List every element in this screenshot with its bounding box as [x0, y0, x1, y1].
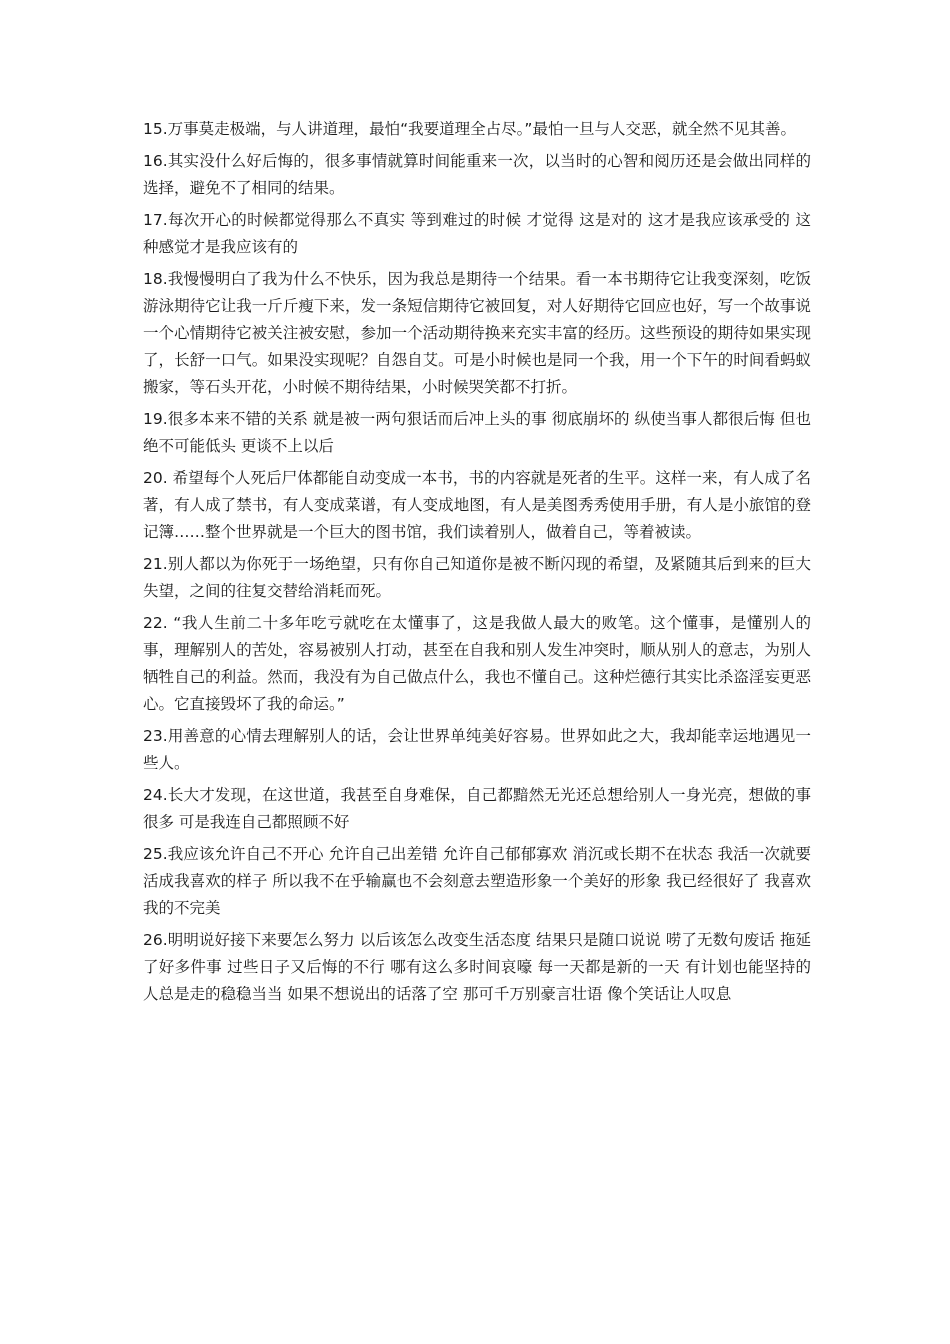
document-body [143, 116, 811, 1013]
paragraph-21: 21.别人都以为你死于一场绝望，只有你自己知道你是被不断闪现的希望，及紧随其后到来的巨大失望，之间的往复交替给消耗而死。 [143, 555, 811, 600]
paragraph-17: 17.每次开心的时候都觉得那么不真实 等到难过的时候 才觉得 这是对的 这才是我应该承受的 这种感觉才是我应该有的 [143, 211, 811, 256]
paragraph-15: 15.万事莫走极端，与人讲道理，最怕“我要道理全占尽。”最怕一旦与人交恶，就全然不见其善。 [143, 120, 796, 138]
paragraph-19: 19.很多本来不错的关系 就是被一两句狠话而后冲上头的事 彻底崩坏的 纵使当事人都很后悔 但也绝不可能低头 更谈不上以后 [143, 410, 811, 455]
paragraph-20: 20. 希望每个人死后尸体都能自动变成一本书，书的内容就是死者的生平。这样一来，有人成了名著，有人成了禁书，有人变成菜谱，有人变成地图，有人是美图秀秀使用手册，有人是小旅馆的登记簿……整个世界就是一个巨大的图书馆，我们读着别人，做着自己，等着被读。 [143, 469, 811, 541]
paragraph-18: 18.我慢慢明白了我为什么不快乐，因为我总是期待一个结果。看一本书期待它让我变深刻，吃饭游泳期待它让我一斤斤瘦下来，发一条短信期待它被回复，对人好期待它回应也好，写一个故事说一个心情期待它被关注被安慰，参加一个活动期待换来充实丰富的经历。这些预设的期待如果实现了，长舒一口气。如果没实现呢？自怨自艾。可是小时候也是同一个我，用一个下午的时间看蚂蚁搬家，等石头开花，小时候不期待结果，小时候哭笑都不打折。 [143, 270, 811, 396]
paragraph-16: 16.其实没什么好后悔的，很多事情就算时间能重来一次，以当时的心智和阅历还是会做出同样的选择，避免不了相同的结果。 [143, 152, 811, 197]
paragraph-23: 23.用善意的心情去理解别人的话，会让世界单纯美好容易。世界如此之大，我却能幸运地遇见一些人。 [143, 727, 811, 772]
paragraph-26: 26.明明说好接下来要怎么努力 以后该怎么改变生活态度 结果只是随口说说 唠了无数句废话 拖延了好多件事 过些日子又后悔的不行 哪有这么多时间哀嚎 每一天都是新的一天 有计划也能坚持的人总是走的稳稳当当 如果不想说出的话落了空 那可千万别豪言壮语 像个笑话让人叹息 [143, 931, 811, 1003]
paragraph-22: 22. “我人生前二十多年吃亏就吃在太懂事了，这是我做人最大的败笔。这个懂事，是懂别人的事，理解别人的苦处，容易被别人打动，甚至在自我和别人发生冲突时，顺从别人的意志，为别人牺牲自己的利益。然而，我没有为自己做点什么，我也不懂自己。这种烂德行其实比杀盗淫妄更恶心。它直接毁坏了我的命运。” [143, 614, 811, 713]
paragraph-24: 24.长大才发现，在这世道，我甚至自身难保，自己都黯然无光还总想给别人一身光亮，想做的事很多 可是我连自己都照顾不好 [143, 786, 811, 831]
paragraph-25: 25.我应该允许自己不开心 允许自己出差错 允许自己郁郁寡欢 消沉或长期不在状态 我活一次就要活成我喜欢的样子 所以我不在乎输赢也不会刻意去塑造形象一个美好的形象 我已经很好了 我喜欢我的不完美 [143, 845, 811, 917]
